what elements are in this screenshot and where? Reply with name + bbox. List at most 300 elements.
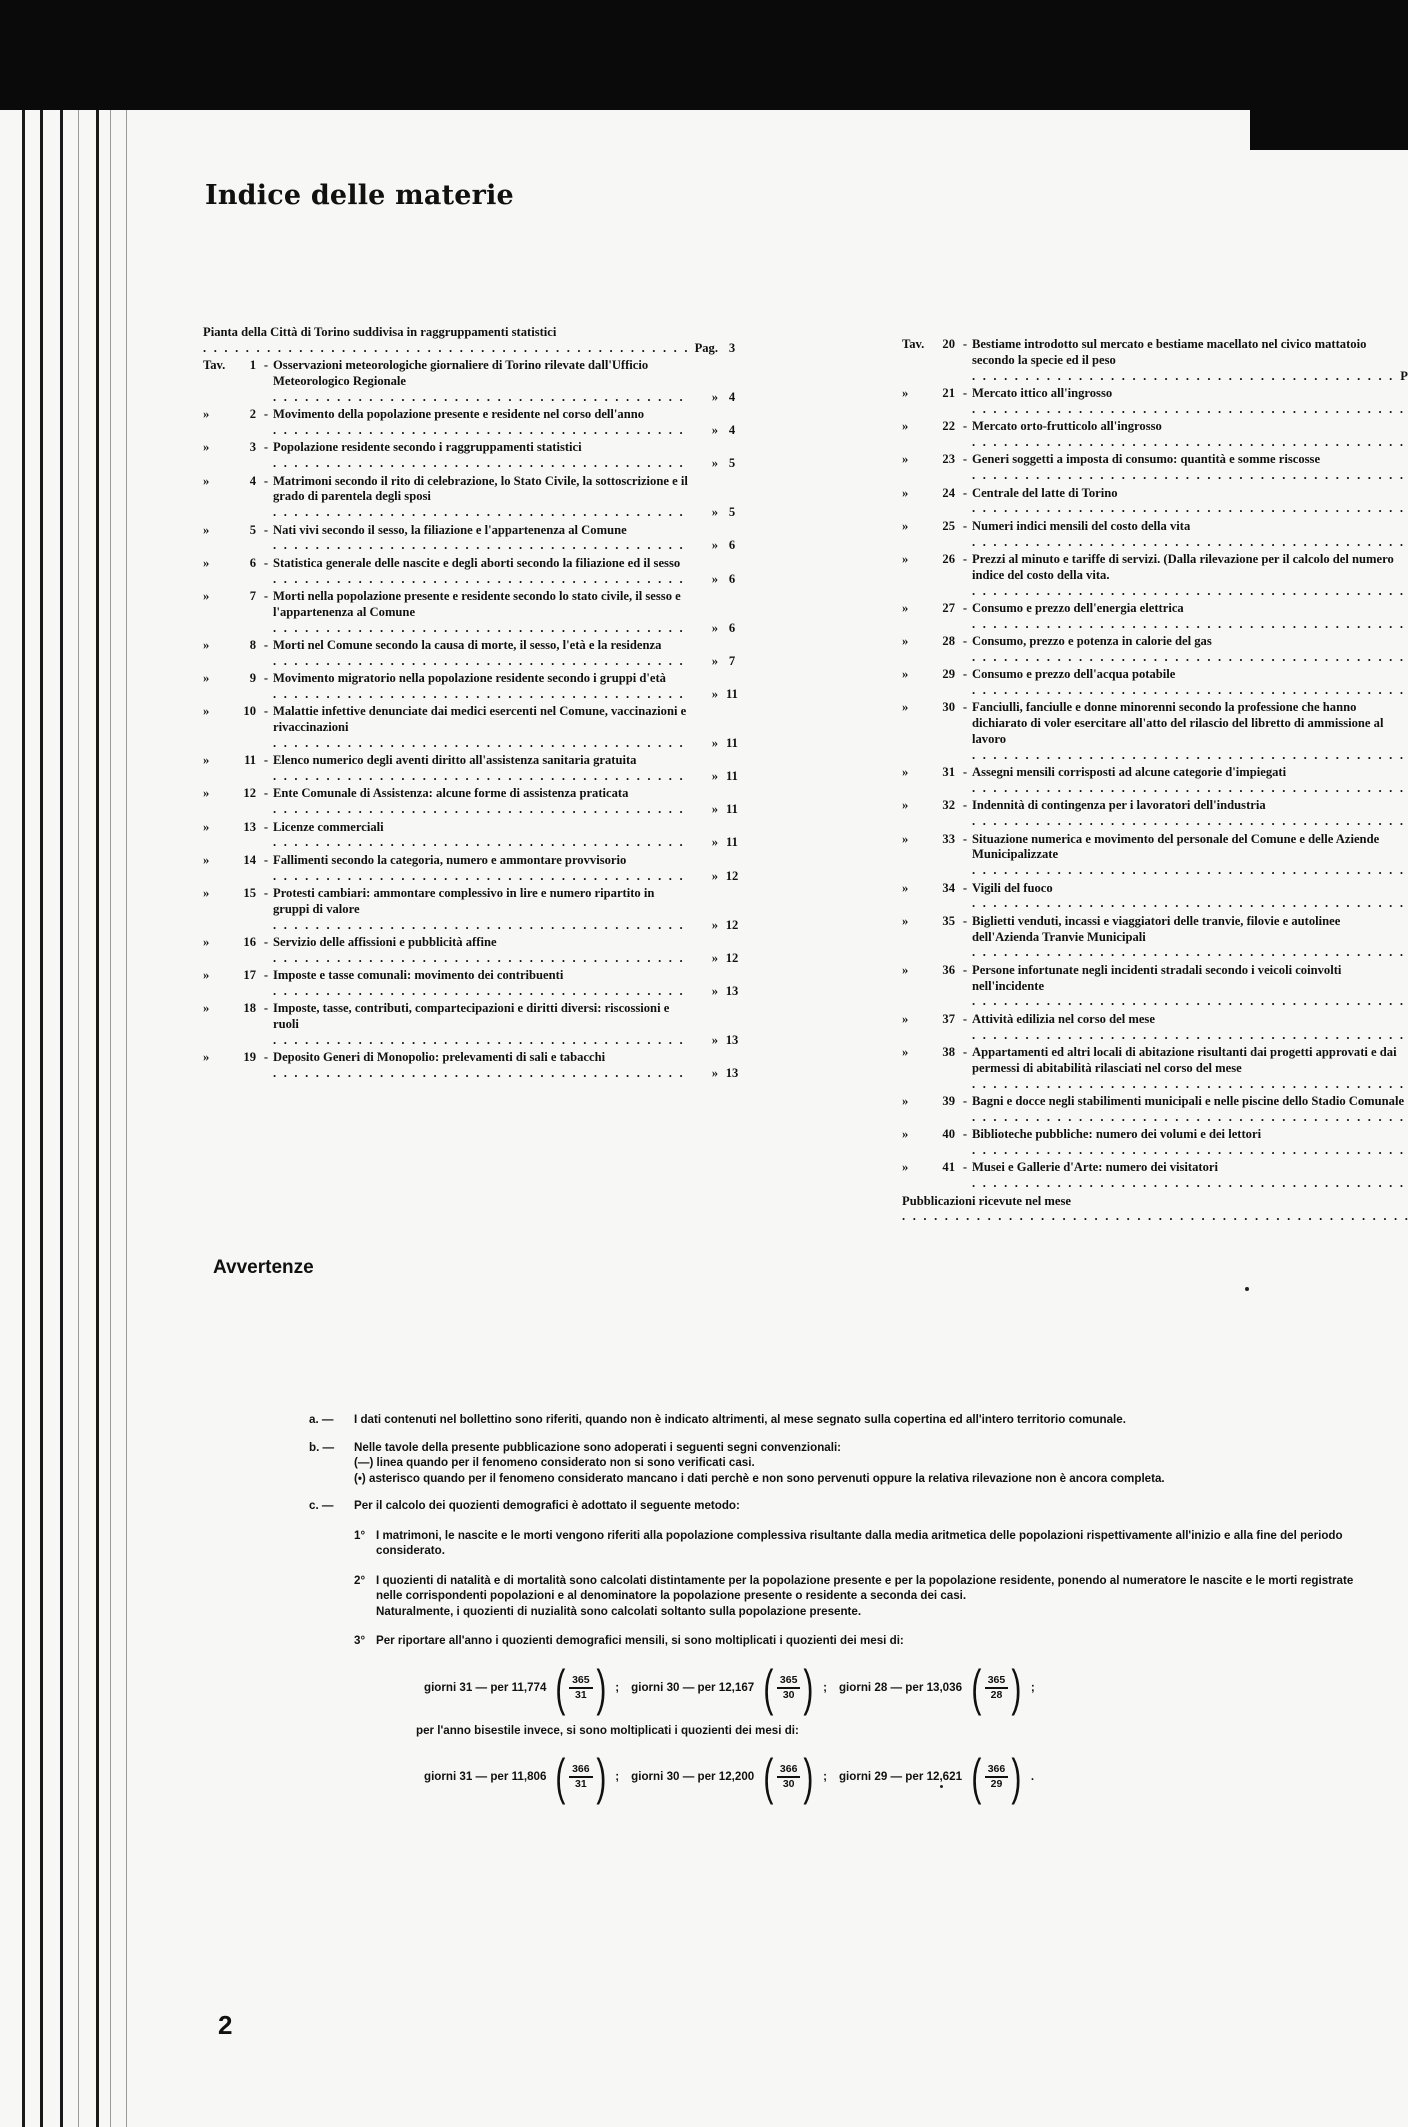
toc-marker: » bbox=[203, 786, 210, 801]
toc-row[interactable] bbox=[203, 474, 746, 521]
fraction-denominator: 30 bbox=[782, 1688, 795, 1701]
formula-term bbox=[424, 1659, 631, 1716]
dash-separator: - bbox=[962, 1044, 968, 1059]
toc-marker: » bbox=[203, 588, 210, 603]
toc-row[interactable] bbox=[203, 589, 746, 636]
toc-row-number: 28 bbox=[942, 634, 955, 649]
toc-row-title: Imposte, tasse, contributi, compartecipazioni e diritti diversi: riscossioni e ruoli bbox=[273, 1001, 670, 1032]
toc-row-number: 37 bbox=[942, 1011, 955, 1026]
toc-row-page: 5 bbox=[728, 456, 736, 471]
toc-row[interactable] bbox=[203, 556, 746, 588]
toc-row-title: Appartamenti ed altri locali di abitazione risultanti dai progetti approvati e dai permessi di abitabilità rilasciati nel corso del mese bbox=[972, 1044, 1397, 1075]
formula-text: giorni 31 — per 11,774 bbox=[424, 1680, 547, 1694]
scan-dark-border-top bbox=[0, 0, 1250, 110]
toc-row-title: Statistica generale delle nascite e degli aborti secondo la filiazione ed il sesso bbox=[273, 555, 681, 570]
dash-separator: - bbox=[263, 886, 269, 900]
toc-row-number: 18 bbox=[243, 1001, 256, 1016]
formula-separator: ; bbox=[823, 1770, 827, 1784]
fraction-numerator: 366 bbox=[569, 1763, 593, 1778]
toc-row-number: 21 bbox=[942, 385, 955, 400]
toc-row-title-cell bbox=[273, 440, 688, 472]
toc-row[interactable] bbox=[902, 1160, 1408, 1192]
toc-row-title-cell bbox=[273, 1050, 688, 1082]
page-number: 2 bbox=[218, 2010, 233, 2040]
toc-row-title: Consumo, prezzo e potenza in calorie del gas bbox=[972, 634, 1212, 649]
toc-row-title: Malattie infettive denunciate dai medici esercenti nel Comune, vaccinazioni e rivaccinazioni bbox=[273, 704, 687, 735]
toc-row-title: Fallimenti secondo la categoria, numero e ammontare provvisorio bbox=[273, 852, 627, 867]
paren-open: ( bbox=[971, 1659, 982, 1716]
toc-row-title: Indennità di contingenza per i lavoratori dell'industria bbox=[972, 798, 1266, 813]
leader-dots bbox=[972, 1110, 1408, 1126]
toc-row[interactable] bbox=[902, 519, 1408, 551]
toc-row-title-cell bbox=[972, 419, 1408, 451]
formula-separator: ; bbox=[1030, 1680, 1035, 1694]
formula-normal-year bbox=[424, 1659, 1361, 1716]
leader-dots bbox=[972, 994, 1408, 1010]
leader-dots bbox=[972, 468, 1408, 484]
toc-row-page: 12 bbox=[725, 917, 739, 932]
leader-dots bbox=[273, 423, 688, 439]
toc-row-title: Consumo e prezzo dell'energia elettrica bbox=[972, 600, 1184, 615]
toc-row-page: 11 bbox=[726, 769, 738, 784]
toc-marker: » bbox=[902, 880, 909, 895]
toc-row[interactable] bbox=[902, 1127, 1408, 1159]
toc-row[interactable] bbox=[203, 638, 746, 670]
toc-row-page: 5 bbox=[728, 505, 736, 520]
dash-separator: - bbox=[962, 962, 968, 977]
leader-dots bbox=[273, 869, 688, 885]
dash-separator: - bbox=[962, 452, 968, 467]
toc-row-page: 12 bbox=[725, 868, 739, 883]
page-title: Indice delle materie bbox=[205, 180, 514, 211]
leader-dots bbox=[972, 781, 1408, 797]
note-c bbox=[309, 1498, 1361, 1812]
toc-row[interactable] bbox=[203, 820, 746, 852]
leader-dots bbox=[972, 1077, 1408, 1093]
toc-row[interactable] bbox=[902, 419, 1408, 451]
toc-row-title: Generi soggetti a imposta di consumo: quantità e somme riscosse bbox=[972, 452, 1321, 467]
toc-marker: » bbox=[711, 950, 718, 965]
leader-dots bbox=[273, 1033, 688, 1049]
toc-row-number: 29 bbox=[942, 667, 955, 682]
toc-marker: » bbox=[711, 686, 718, 701]
fraction bbox=[569, 1674, 593, 1702]
toc-marker: » bbox=[203, 473, 210, 488]
toc-marker: » bbox=[203, 440, 210, 455]
toc-row[interactable] bbox=[203, 440, 746, 472]
toc-row-title-cell bbox=[972, 386, 1408, 418]
toc-row-number: 32 bbox=[942, 798, 955, 813]
formula-text: giorni 28 — per 13,036 bbox=[838, 1680, 963, 1694]
toc-row-title: Biglietti venduti, incassi e viaggiatori delle tranvie, filovie e autolinee dell'Azienda Tranvie Municipali bbox=[972, 913, 1341, 944]
toc-row-title-cell bbox=[273, 753, 688, 785]
toc-row-page: 11 bbox=[726, 802, 738, 817]
fraction bbox=[985, 1763, 1009, 1791]
toc-row-title: Ente Comunale di Assistenza: alcune forme di assistenza praticata bbox=[273, 786, 629, 801]
toc-row-title: Bestiame introdotto sul mercato e bestiame macellato nel civico mattatoio secondo la specie ed il peso bbox=[972, 337, 1367, 367]
toc-row-title: Nati vivi secondo il sesso, la filiazione e l'appartenenza al Comune bbox=[273, 522, 627, 537]
toc-row-title: Assegni mensili corrisposti ad alcune categorie d'impiegati bbox=[972, 765, 1287, 780]
toc-marker: » bbox=[711, 917, 718, 932]
toc-row-number: 35 bbox=[942, 913, 955, 928]
toc-marker: » bbox=[711, 456, 718, 471]
toc-row[interactable] bbox=[203, 704, 746, 751]
toc-row[interactable] bbox=[902, 765, 1408, 797]
scan-dark-border-corner bbox=[1250, 0, 1408, 150]
toc-row-page: 6 bbox=[728, 571, 736, 586]
toc-row[interactable] bbox=[902, 486, 1408, 518]
toc-row[interactable] bbox=[203, 786, 746, 818]
toc-marker: » bbox=[711, 802, 718, 817]
toc-row-title-cell bbox=[972, 486, 1408, 518]
toc-row-title-cell bbox=[972, 798, 1408, 830]
leader-dots bbox=[273, 621, 688, 637]
toc-row[interactable] bbox=[902, 386, 1408, 418]
toc-row[interactable] bbox=[203, 1001, 746, 1048]
toc-marker: » bbox=[203, 852, 210, 867]
leader-dots bbox=[972, 945, 1408, 961]
fraction-numerator: 365 bbox=[985, 1674, 1009, 1689]
toc-row-number: 3 bbox=[249, 440, 256, 455]
scan-speck bbox=[940, 1785, 943, 1788]
formula-text: giorni 29 — per 12,621 bbox=[838, 1770, 963, 1784]
toc-row-title: Movimento della popolazione presente e residente nel corso dell'anno bbox=[273, 407, 645, 422]
dash-separator: - bbox=[263, 588, 269, 603]
toc-row-number: 40 bbox=[942, 1127, 955, 1142]
toc-row-number: 5 bbox=[249, 522, 256, 537]
leader-dots bbox=[273, 654, 688, 670]
dash-separator: - bbox=[962, 385, 968, 400]
fraction-denominator: 31 bbox=[575, 1688, 587, 1701]
toc-row-title: Movimento migratorio nella popolazione residente secondo i gruppi d'età bbox=[273, 671, 666, 686]
fraction bbox=[777, 1674, 801, 1702]
dash-separator: - bbox=[962, 1011, 968, 1026]
formula-separator: ; bbox=[615, 1680, 620, 1694]
dash-separator: - bbox=[962, 765, 968, 780]
leader-dots bbox=[273, 802, 688, 818]
toc-marker: » bbox=[711, 571, 718, 586]
symbol-asterisk-line: (•) asterisco quando per il fenomeno considerato mancano i dati perchè e non sono pervenuti oppure la relativa rilevazione non è ancora completa. bbox=[354, 1471, 1165, 1485]
toc-marker: » bbox=[902, 600, 909, 615]
dash-separator: - bbox=[962, 337, 968, 351]
toc-row-number: 12 bbox=[243, 786, 256, 801]
paren-open: ( bbox=[555, 1749, 566, 1805]
note-label: c. — bbox=[309, 1499, 334, 1512]
leader-dots bbox=[972, 1143, 1408, 1159]
dash-separator: - bbox=[263, 555, 269, 570]
fraction-denominator: 30 bbox=[782, 1778, 795, 1790]
toc-marker: » bbox=[902, 765, 909, 780]
dash-separator: - bbox=[263, 1001, 269, 1016]
toc-row-title: Deposito Generi di Monopolio: prelevamenti di sali e tabacchi bbox=[273, 1050, 606, 1065]
toc-row[interactable] bbox=[902, 1094, 1408, 1126]
note-text: Nelle tavole della presente pubblicazione sono adoperati i seguenti segni convenzionali: bbox=[354, 1440, 842, 1454]
note-text: I dati contenuti nel bollettino sono riferiti, quando non è indicato altrimenti, al mese segnato sulla copertina ed all'intero territorio comunale. bbox=[354, 1413, 1126, 1426]
toc-row[interactable] bbox=[902, 798, 1408, 830]
toc-row-title: Persone infortunate negli incidenti stradali secondo i veicoli coinvolti nell'incidente bbox=[972, 962, 1342, 993]
toc-row-page: 13 bbox=[725, 1066, 739, 1081]
paren-close: ) bbox=[803, 1749, 814, 1805]
toc-marker: » bbox=[711, 769, 718, 784]
fraction-numerator: 365 bbox=[777, 1674, 801, 1689]
leader-dots bbox=[972, 617, 1408, 633]
dash-separator: - bbox=[962, 485, 968, 500]
dash-separator: - bbox=[263, 671, 269, 686]
toc-row-page: 12 bbox=[725, 950, 739, 965]
toc-row[interactable] bbox=[203, 853, 746, 885]
fraction bbox=[985, 1674, 1009, 1702]
avvertenze-title: Avvertenze bbox=[213, 1257, 314, 1278]
table-of-contents-right bbox=[902, 337, 1408, 1227]
formula-leap-year bbox=[424, 1749, 1361, 1805]
toc-row[interactable] bbox=[203, 671, 746, 703]
fraction-numerator: 366 bbox=[985, 1763, 1009, 1778]
leader-dots bbox=[273, 390, 688, 406]
toc-row[interactable] bbox=[902, 963, 1408, 1010]
toc-row[interactable] bbox=[902, 452, 1408, 484]
toc-row-title-cell bbox=[972, 881, 1408, 913]
toc-row-title: Situazione numerica e movimento del personale del Comune e delle Aziende Municipalizzate bbox=[972, 831, 1380, 862]
toc-row[interactable] bbox=[203, 968, 746, 1000]
toc-row-number: 1 bbox=[249, 358, 256, 373]
toc-row[interactable] bbox=[902, 552, 1408, 599]
paren-open: ( bbox=[763, 1659, 774, 1716]
toc-row[interactable] bbox=[203, 753, 746, 785]
leader-dots bbox=[273, 736, 688, 752]
toc-marker: » bbox=[711, 1066, 718, 1081]
toc-row-title-cell bbox=[972, 337, 1396, 384]
toc-row-title-cell bbox=[273, 935, 688, 967]
toc-marker: » bbox=[203, 1001, 210, 1016]
toc-row-title-cell bbox=[972, 601, 1408, 633]
toc-row-number: 30 bbox=[942, 700, 955, 715]
toc-footer[interactable] bbox=[902, 1194, 1408, 1226]
dash-separator: - bbox=[263, 704, 269, 719]
toc-marker: » bbox=[711, 389, 718, 404]
toc-row[interactable] bbox=[902, 1012, 1408, 1044]
toc-row-title-cell bbox=[972, 1094, 1408, 1126]
toc-row-title-cell bbox=[273, 638, 688, 670]
leader-dots bbox=[273, 918, 688, 934]
leader-dots bbox=[273, 456, 688, 472]
toc-row-number: 7 bbox=[249, 588, 256, 603]
dash-separator: - bbox=[263, 522, 269, 537]
toc-row-number: 10 bbox=[243, 704, 256, 719]
toc-row[interactable] bbox=[203, 407, 746, 439]
toc-row[interactable] bbox=[902, 667, 1408, 699]
dash-separator: - bbox=[962, 880, 968, 895]
formula-term bbox=[631, 1749, 839, 1805]
toc-row-title: Mercato orto-frutticolo all'ingrosso bbox=[972, 419, 1162, 434]
dash-separator: - bbox=[962, 798, 968, 813]
toc-row[interactable] bbox=[902, 1045, 1408, 1092]
toc-row[interactable] bbox=[203, 886, 746, 933]
toc-marker: » bbox=[203, 753, 210, 768]
toc-row-number: 11 bbox=[244, 753, 256, 768]
dash-separator: - bbox=[263, 407, 269, 422]
toc-row-page: 7 bbox=[728, 653, 736, 668]
method-item-1: 1° I matrimoni, le nascite e le morti vengono riferiti alla popolazione complessiva risultante dalla media aritmetica delle popolazioni rispettivamente all'inizio e alla fine del periodo considerato. bbox=[354, 1528, 1343, 1557]
leader-dots bbox=[273, 984, 688, 1000]
toc-row[interactable] bbox=[203, 1050, 746, 1082]
toc-marker: » bbox=[203, 555, 210, 570]
toc-marker: » bbox=[203, 886, 210, 900]
toc-row-title-cell bbox=[972, 832, 1408, 879]
leader-dots bbox=[273, 687, 688, 703]
paren-close: ) bbox=[1011, 1659, 1022, 1716]
toc-intro-row[interactable] bbox=[203, 325, 746, 357]
leader-dots bbox=[273, 835, 688, 851]
formula-text: giorni 30 — per 12,167 bbox=[631, 1680, 755, 1694]
toc-row-title: Morti nella popolazione presente e residente secondo lo stato civile, il sesso e l'appartenenza al Comune bbox=[273, 588, 681, 619]
toc-row[interactable] bbox=[902, 634, 1408, 666]
toc-row-number: 16 bbox=[243, 934, 256, 949]
toc-row-number: 27 bbox=[942, 600, 955, 615]
toc-intro-title: Pianta della Città di Torino suddivisa in raggruppamenti statistici bbox=[203, 325, 557, 339]
toc-row-title-cell bbox=[273, 704, 688, 751]
toc-marker: » bbox=[203, 522, 210, 537]
fraction-denominator: 28 bbox=[990, 1688, 1003, 1701]
toc-row-title-cell bbox=[972, 634, 1408, 666]
toc-row-title: Licenze commerciali bbox=[273, 819, 384, 834]
toc-row[interactable] bbox=[902, 337, 1408, 384]
toc-marker: » bbox=[902, 1160, 909, 1175]
toc-row-title: Centrale del latte di Torino bbox=[972, 485, 1118, 500]
toc-row[interactable] bbox=[203, 358, 746, 405]
toc-row-title: Popolazione residente secondo i raggruppamenti statistici bbox=[273, 440, 582, 455]
toc-row-title-cell bbox=[273, 407, 688, 439]
toc-row-page: 11 bbox=[726, 686, 738, 701]
toc-row-title-cell bbox=[273, 589, 688, 636]
dash-separator: - bbox=[962, 700, 968, 715]
leader-dots bbox=[972, 1176, 1408, 1192]
toc-row-title-cell bbox=[273, 358, 688, 405]
toc-row-number: 22 bbox=[942, 419, 955, 434]
toc-row-title: Biblioteche pubbliche: numero dei volumi e dei lettori bbox=[972, 1127, 1262, 1142]
toc-row-number: 15 bbox=[243, 886, 256, 900]
dash-separator: - bbox=[263, 1050, 269, 1065]
table-of-contents-left bbox=[203, 325, 746, 1084]
toc-row-number: 9 bbox=[249, 671, 256, 686]
toc-row[interactable] bbox=[902, 601, 1408, 633]
leader-dots bbox=[972, 501, 1408, 517]
toc-row-number: 20 bbox=[942, 337, 955, 351]
paren-close: ) bbox=[1011, 1749, 1022, 1805]
toc-row-number: 41 bbox=[942, 1160, 955, 1175]
toc-row[interactable] bbox=[902, 700, 1408, 763]
toc-row-number: 4 bbox=[249, 473, 256, 488]
dash-separator: - bbox=[263, 852, 269, 867]
toc-marker: » bbox=[902, 518, 909, 533]
fraction bbox=[569, 1763, 593, 1791]
toc-marker: » bbox=[902, 831, 909, 846]
toc-row-title-cell bbox=[273, 1001, 688, 1048]
dash-separator: - bbox=[962, 1127, 968, 1142]
toc-marker: » bbox=[902, 962, 909, 977]
leader-dots bbox=[972, 435, 1408, 451]
toc-marker: » bbox=[711, 983, 718, 998]
paren-open: ( bbox=[763, 1749, 774, 1805]
toc-marker: » bbox=[902, 634, 909, 649]
toc-marker: » bbox=[711, 835, 718, 850]
dash-separator: - bbox=[263, 786, 269, 801]
toc-row-title-cell bbox=[972, 552, 1408, 599]
formula-text: giorni 31 — per 11,806 bbox=[424, 1770, 547, 1784]
formula-separator: . bbox=[1030, 1770, 1035, 1784]
toc-row-title-cell bbox=[972, 452, 1408, 484]
scan-speck bbox=[1245, 1287, 1249, 1291]
toc-row-title: Attività edilizia nel corso del mese bbox=[972, 1011, 1155, 1026]
dash-separator: - bbox=[962, 551, 968, 566]
toc-row-title: Fanciulli, fanciulle e donne minorenni secondo la professione che hanno dichiarato di voler esercitare all'atto del rilascio del libretto di ammissione al lavoro bbox=[972, 700, 1384, 747]
toc-row-number: 39 bbox=[942, 1093, 955, 1108]
dash-separator: - bbox=[263, 968, 269, 983]
toc-row-title: Servizio delle affissioni e pubblicità affine bbox=[273, 934, 497, 949]
leader-dots bbox=[273, 951, 688, 967]
leader-dots bbox=[972, 402, 1408, 418]
toc-marker: » bbox=[711, 422, 718, 437]
leader-dots bbox=[972, 1028, 1408, 1044]
toc-row-page: 6 bbox=[728, 538, 736, 553]
toc-row-title: Musei e Gallerie d'Arte: numero dei visitatori bbox=[972, 1160, 1218, 1175]
dash-separator: - bbox=[962, 634, 968, 649]
toc-marker: » bbox=[902, 551, 909, 566]
toc-row-title: Mercato ittico all'ingrosso bbox=[972, 385, 1113, 400]
paren-open: ( bbox=[971, 1749, 982, 1805]
dash-separator: - bbox=[962, 518, 968, 533]
scan-binding-edge bbox=[0, 110, 150, 2127]
dash-separator: - bbox=[263, 819, 269, 834]
toc-marker: » bbox=[203, 819, 210, 834]
leader-dots bbox=[972, 814, 1408, 830]
toc-marker: » bbox=[711, 653, 718, 668]
fraction-denominator: 31 bbox=[575, 1778, 587, 1790]
leader-dots bbox=[972, 683, 1408, 699]
toc-row[interactable] bbox=[902, 881, 1408, 913]
toc-marker: » bbox=[203, 704, 210, 719]
toc-marker: » bbox=[711, 868, 718, 883]
toc-row[interactable] bbox=[902, 832, 1408, 879]
toc-row-title: Elenco numerico degli aventi diritto all'assistenza sanitaria gratuita bbox=[273, 753, 637, 768]
toc-row-title-cell bbox=[972, 1127, 1408, 1159]
toc-row-title: Vigili del fuoco bbox=[972, 880, 1053, 895]
toc-row[interactable] bbox=[203, 523, 746, 555]
toc-row-title: Prezzi al minuto e tariffe di servizi. (Dalla rilevazione per il calcolo del numero indice del costo della vita. bbox=[972, 551, 1394, 582]
toc-marker: » bbox=[902, 913, 909, 928]
toc-row-title-cell bbox=[972, 1012, 1408, 1044]
toc-marker: » bbox=[902, 700, 909, 715]
toc-row[interactable] bbox=[203, 935, 746, 967]
toc-row-number: 25 bbox=[942, 518, 955, 533]
toc-marker: » bbox=[902, 798, 909, 813]
leader-dots bbox=[972, 535, 1408, 551]
toc-row-page: 11 bbox=[726, 835, 738, 850]
toc-row-title-cell bbox=[972, 963, 1408, 1010]
leader-dots bbox=[972, 748, 1408, 764]
toc-row-number: 24 bbox=[942, 485, 955, 500]
paren-close: ) bbox=[595, 1659, 606, 1716]
toc-marker: » bbox=[203, 407, 210, 422]
toc-page-label-cut: P bbox=[1400, 368, 1408, 383]
formula-term bbox=[631, 1659, 839, 1716]
toc-row-number: 33 bbox=[942, 831, 955, 846]
toc-marker: » bbox=[902, 1127, 909, 1142]
toc-marker: » bbox=[711, 505, 718, 520]
dash-separator: - bbox=[962, 600, 968, 615]
dash-separator: - bbox=[962, 1093, 968, 1108]
toc-row[interactable] bbox=[902, 914, 1408, 961]
toc-row-title: Protesti cambiari: ammontare complessivo in lire e numero ripartito in gruppi di valore bbox=[273, 886, 655, 916]
